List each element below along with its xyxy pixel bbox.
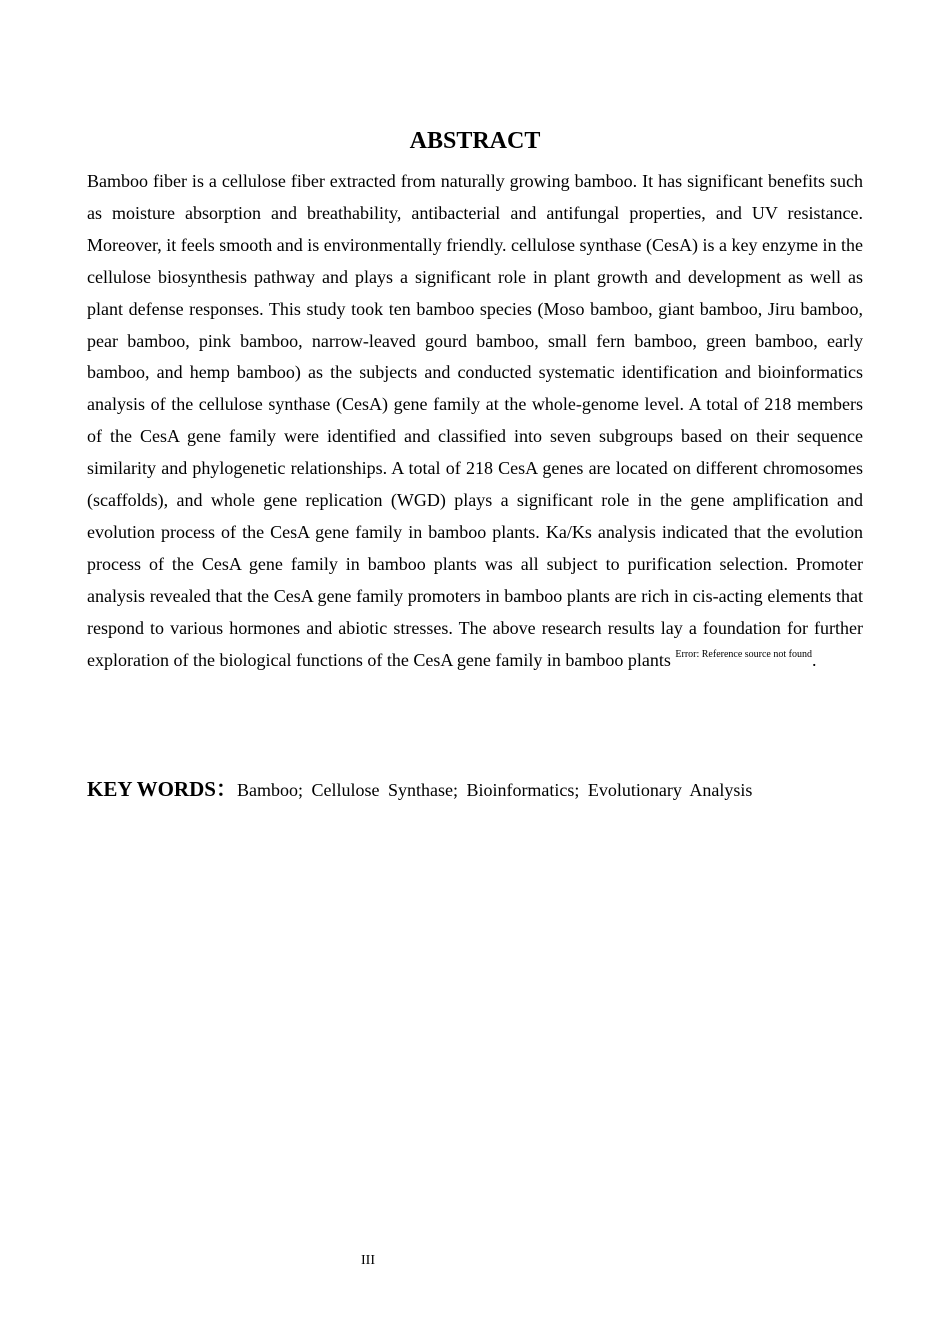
keywords-label: KEY WORDS xyxy=(87,777,216,801)
keywords-values: Bamboo; Cellulose Synthase; Bioinformatics; Evolutionary Analysis xyxy=(236,780,753,800)
abstract-text: Bamboo fiber is a cellulose fiber extracted from naturally growing bamboo. It has significant benefits such as moisture absorption and breathability, antibacterial and antifungal properties, and UV resistance. Moreover, it feels smooth and is environmentally friendly. cellulose synthase (CesA) is a key enzyme in the cellulose biosynthesis pathway and plays a significant role in plant growth and development as well as plant defense responses. This study took ten bamboo species (Moso bamboo, giant bamboo, Jiru bamboo, pear bamboo, pink bamboo, narrow-leaved gourd bamboo, small fern bamboo, green bamboo, early bamboo, and hemp bamboo) as the subjects and conducted systematic identification and bioinformatics analysis of the cellulose synthase (CesA) gene family at the whole-genome level. A total of 218 members of the CesA gene family were identified and classified into seven subgroups based on their sequence similarity and phylogenetic relationships. A total of 218 CesA genes are located on different chromosomes (scaffolds), and whole gene replication (WGD) plays a significant role in the gene amplification and evolution process of the CesA gene family in bamboo plants. Ka/Ks analysis indicated that the evolution process of the CesA gene family in bamboo plants was all subject to purification selection. Promoter analysis revealed that the CesA gene family promoters in bamboo plants are rich in cis-acting elements that respond to various hormones and abiotic stresses. The above research results lay a foundation for further exploration of the biological functions of the CesA gene family in bamboo plants xyxy=(87,171,863,670)
abstract-title: ABSTRACT xyxy=(409,128,541,154)
abstract-body xyxy=(87,166,863,677)
keywords-separator: ： xyxy=(215,777,237,801)
page-number: III xyxy=(361,1253,375,1268)
abstract-period: . xyxy=(811,649,817,670)
keywords-line xyxy=(87,774,887,805)
reference-error-note: Error: Reference source not found xyxy=(675,648,812,660)
